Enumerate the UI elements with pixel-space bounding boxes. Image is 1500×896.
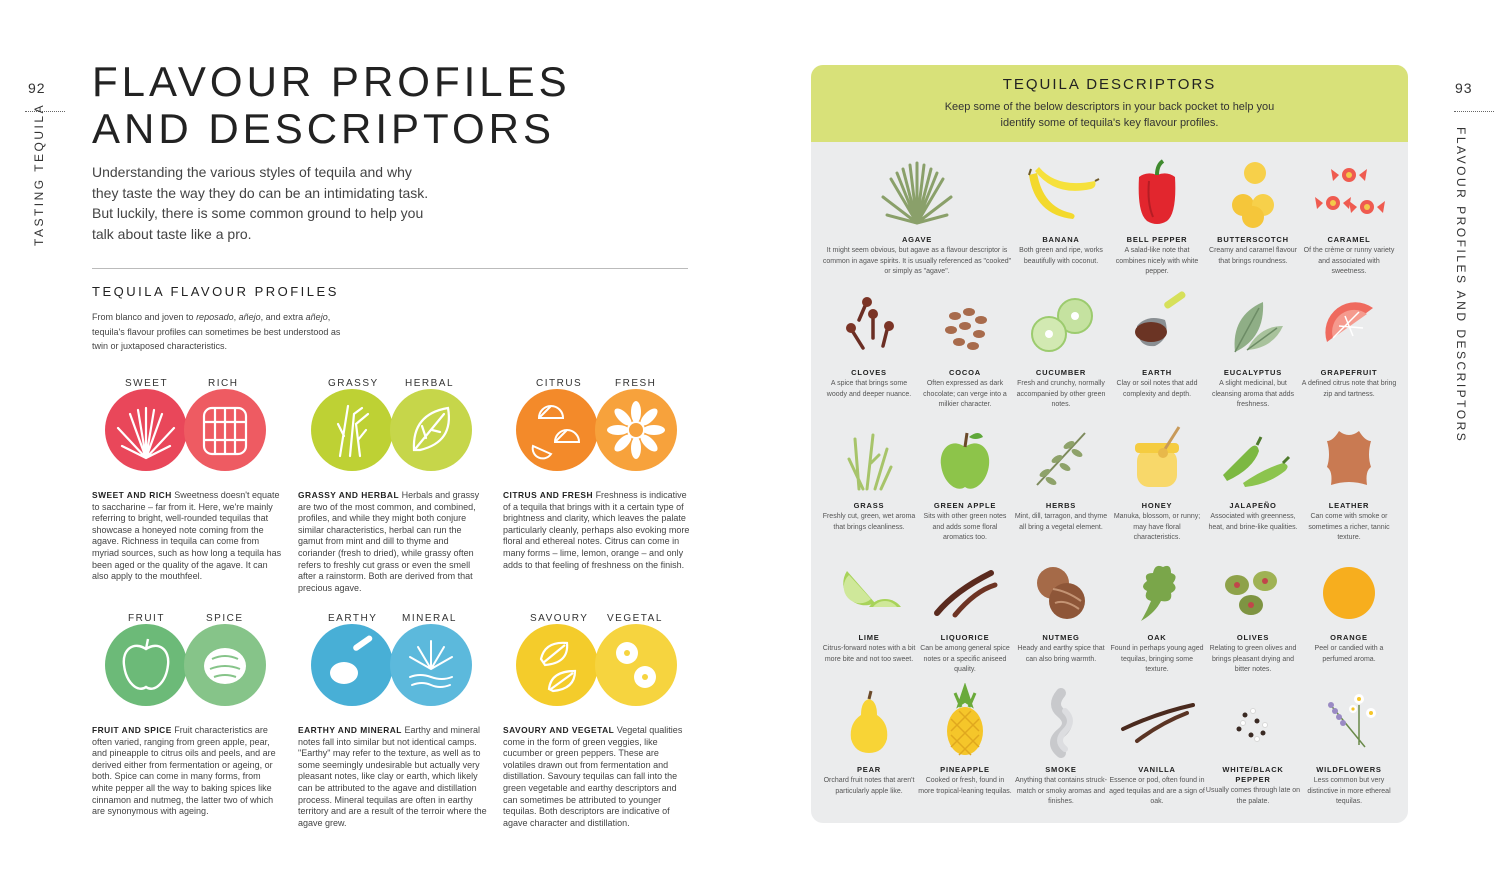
descriptor-text: Essence or pod, often found in aged tequilas and are a sign of oak.	[1109, 777, 1205, 806]
descriptor-text: A slight medicinal, but cleansing aroma that adds freshness.	[1211, 380, 1295, 409]
banana-icon	[1021, 153, 1101, 233]
descriptor-name: EARTH	[1142, 368, 1172, 377]
descriptor-leather	[1301, 419, 1397, 544]
eucalyptus-icon	[1213, 286, 1293, 366]
profile-label-b: HERBAL	[405, 378, 455, 389]
descriptor-name: EUCALYPTUS	[1223, 368, 1283, 377]
descriptor-text: Citrus-forward notes with a bit more bite and not too sweet.	[822, 645, 916, 663]
running-head-left: TASTING TEQUILA	[32, 102, 46, 246]
descriptor-smoke	[1013, 683, 1109, 808]
running-head-right: FLAVOUR PROFILES AND DESCRIPTORS	[1454, 127, 1468, 444]
fruit-spice-icon	[104, 619, 280, 709]
agave-icon	[877, 153, 957, 233]
nutmeg-icon	[1021, 551, 1101, 631]
descriptor-name: CUCUMBER	[1035, 368, 1087, 377]
descriptor-name: BANANA	[1042, 235, 1080, 244]
descriptor-herbs	[1013, 419, 1109, 533]
profile-description: CITRUS AND FRESH Freshness is indicative of a tequila that brings with it a certain type of brightness and clarity, which leaves the palate particularly cleanly, perhaps also evoking more floral and ethereal notes. Citrus can come in many forms – lime, lemon, orange – and only adds to that feeling of freshness on the finish.	[503, 490, 690, 570]
descriptor-green-apple	[917, 419, 1013, 544]
oak-icon	[1117, 551, 1197, 631]
profile-description: GRASSY AND HERBAL Herbals and grassy are two of the most common, and combined, profiles, and while they might both conjure similar characteristics, herbal can run the gamut from mint and dill to thyme and coriander (fresh to dried), while grassy often refers to freshly cut grass or even the smell after a rainstorm. Both are derived from that precious agave.	[298, 490, 480, 593]
grass-icon	[829, 419, 909, 499]
descriptor-grass	[821, 419, 917, 533]
descriptor-oak	[1109, 551, 1205, 676]
descriptor-name: GRAPEFRUIT	[1320, 368, 1378, 377]
profile-pair-graphic	[92, 607, 292, 737]
descriptor-text: Usually comes through late on the palate.	[1205, 787, 1301, 805]
profile-description: FRUIT AND SPICE Fruit characteristics are often varied, ranging from green apple, pear, and pineapple to citrus oils and peels, and are derived either from fermentation or ageing, or both. Spice can come in many forms, from white pepper all the way to baking spices like cinnamon and nutmeg, the latter two of which are synonymous with ageing.	[92, 725, 276, 817]
grapefruit-icon	[1309, 286, 1389, 366]
profile-pair-graphic	[92, 372, 292, 502]
profile-label-b: MINERAL	[402, 613, 457, 624]
herbs-icon	[1021, 419, 1101, 499]
descriptor-name: OAK	[1147, 633, 1167, 642]
descriptor-liquorice	[917, 551, 1013, 676]
profile-pair-graphic	[298, 372, 498, 502]
page-title-line-1: FLAVOUR PROFILES	[92, 58, 571, 105]
descriptor-text: Associated with greenness, heat, and brine-like qualities.	[1208, 513, 1298, 531]
profile-label-a: GRASSY	[328, 378, 379, 389]
grassy-herbal-icon	[310, 384, 486, 474]
descriptor-text: Sits with other green notes and adds some floral aromatics too.	[923, 513, 1007, 542]
descriptor-orange	[1301, 551, 1397, 665]
descriptor-name: LIME	[858, 633, 880, 642]
page-number-rule-right	[1454, 111, 1494, 112]
descriptor-text: Clay or soil notes that add complexity and depth.	[1116, 380, 1198, 398]
descriptor-wildflowers	[1301, 683, 1397, 808]
descriptor-name: HONEY	[1141, 501, 1173, 510]
leather-icon	[1309, 419, 1389, 499]
page-number-right: 93	[1455, 80, 1473, 96]
descriptor-name: CARAMEL	[1327, 235, 1371, 244]
descriptor-text: Heady and earthy spice that can also bring warmth.	[1017, 645, 1105, 663]
descriptor-name: GRASS	[853, 501, 885, 510]
descriptor-nutmeg	[1013, 551, 1109, 665]
descriptor-text: Cooked or fresh, found in more tropical-leaning tequilas.	[918, 777, 1012, 795]
descriptor-text: It might seem obvious, but agave as a flavour descriptor is common in agave spirits. It is usually referenced as "cooked" or simply as "agave".	[822, 247, 1012, 276]
descriptor-pineapple	[917, 683, 1013, 797]
descriptor-text: Freshly cut, green, wet aroma that brings cleanliness.	[822, 513, 916, 531]
profile-description: SAVOURY AND VEGETAL Vegetal qualities come in the form of green veggies, like cucumber or green peppers. These are volatiles drawn out from fermentation and distillation. Savoury tequilas can fall into the green vegetable and earthy descriptors and can sometimes be attributed to younger tequilas. Both descriptors are indicative of agave character and distillation.	[503, 725, 683, 828]
section-divider	[92, 268, 688, 269]
descriptor-name: NUTMEG	[1042, 633, 1080, 642]
profile-label-b: VEGETAL	[607, 613, 663, 624]
page-number-left: 92	[28, 80, 46, 96]
descriptor-text: A spice that brings some woody and deeper nuance.	[826, 380, 912, 398]
profile-label-b: SPICE	[206, 613, 244, 624]
profile-label-a: SAVOURY	[530, 613, 589, 624]
bell-pepper-icon	[1117, 153, 1197, 233]
profile-label-b: RICH	[208, 378, 239, 389]
pepper-icon	[1213, 683, 1293, 763]
descriptor-name: AGAVE	[901, 235, 933, 244]
descriptor-honey	[1109, 419, 1205, 544]
earth-icon	[1117, 286, 1197, 366]
profile-label-a: EARTHY	[328, 613, 378, 624]
descriptor-name: WILDFLOWERS	[1316, 765, 1382, 774]
profile-label-a: FRUIT	[128, 613, 165, 624]
descriptor-name: GREEN APPLE	[933, 501, 997, 510]
descriptors-panel-header	[811, 65, 1408, 142]
descriptor-cloves	[821, 286, 917, 400]
profile-label-b: FRESH	[615, 378, 657, 389]
jalapeno-icon	[1213, 419, 1293, 499]
descriptors-panel-intro: Keep some of the below descriptors in your back pocket to help you identify some of tequila's key flavour profiles.	[944, 101, 1275, 129]
descriptor-lime	[821, 551, 917, 665]
descriptor-name: LEATHER	[1328, 501, 1370, 510]
descriptor-text: Can come with smoke or sometimes a richer, tannic texture.	[1308, 513, 1390, 542]
descriptor-name: VANILLA	[1138, 765, 1176, 774]
page-title-line-2: AND DESCRIPTORS	[92, 105, 555, 152]
descriptor-banana	[1013, 153, 1109, 267]
profile-description: SWEET AND RICH Sweetness doesn't equate to saccharine – far from it. Here, we're mainly referring to bright, well-rounded tequilas that showcase a honeyed note coming from the agave. Richness in tequila can come from myriad sources, such as how long a tequila has been aged or the quality of the agave. It can also apply to the mouthfeel.	[92, 490, 282, 582]
descriptor-name: BELL PEPPER	[1126, 235, 1188, 244]
cucumber-icon	[1021, 286, 1101, 366]
profile-pair-graphic	[503, 607, 703, 737]
pineapple-icon	[925, 683, 1005, 763]
descriptor-text: Peel or candied with a perfumed aroma.	[1314, 645, 1384, 663]
descriptor-text: A salad-like note that combines nicely with white pepper.	[1115, 247, 1199, 276]
savoury-vegetal-icon	[515, 619, 691, 709]
profile-description: EARTHY AND MINERAL Earthy and mineral notes fall into similar but not identical camps. "Earthy" may refer to the texture, as well as to some seemingly undesirable but actually very pleasant notes, like clay or earth, which likely can be attributed to the agave and distillation process. Mineral tequilas are often in earthy territory and are a result of the terroir where the agave grew.	[298, 725, 487, 828]
descriptor-name: PINEAPPLE	[940, 765, 990, 774]
descriptor-bell-pepper	[1109, 153, 1205, 278]
earthy-mineral-icon	[310, 619, 486, 709]
descriptor-text: Creamy and caramel flavour that brings roundness.	[1209, 247, 1297, 265]
descriptor-text: Found in perhaps young aged tequilas, bringing some texture.	[1110, 645, 1204, 674]
descriptor-name: PEAR	[856, 765, 882, 774]
wildflowers-icon	[1309, 683, 1389, 763]
liquorice-icon	[925, 551, 1005, 631]
profile-pair-graphic	[298, 607, 498, 737]
descriptor-text: Mint, dill, tarragon, and thyme all bring a vegetal element.	[1014, 513, 1108, 531]
descriptor-text: Relating to green olives and brings pleasant drying and bitter notes.	[1209, 645, 1297, 674]
cocoa-icon	[925, 286, 1005, 366]
pear-icon	[829, 683, 909, 763]
profile-label-a: CITRUS	[536, 378, 583, 389]
profile-pair-graphic	[503, 372, 703, 502]
smoke-icon	[1021, 683, 1101, 763]
descriptor-name: WHITE/BLACK PEPPER	[1222, 765, 1284, 784]
caramel-icon	[1309, 153, 1389, 233]
descriptor-text: Of the crème or runny variety and associated with sweetness.	[1303, 247, 1395, 276]
profile-label-a: SWEET	[125, 378, 169, 389]
descriptor-text: Both green and ripe, works beautifully with coconut.	[1019, 247, 1103, 265]
descriptor-text: Often expressed as dark chocolate; can verge into a milkier character.	[923, 380, 1007, 409]
descriptor-name: LIQUORICE	[940, 633, 990, 642]
descriptor-name: ORANGE	[1330, 633, 1368, 642]
descriptor-text: Manuka, blossom, or runny; may have floral characteristics.	[1113, 513, 1201, 542]
descriptor-agave	[822, 153, 1012, 278]
descriptors-panel	[811, 65, 1408, 823]
descriptor-text: Less common but very distinctive in more ethereal tequilas.	[1307, 777, 1391, 806]
descriptor-text: Fresh and crunchy, normally accompanied by other green notes.	[1016, 380, 1106, 409]
descriptor-text: A defined citrus note that bring zip and tartness.	[1301, 380, 1397, 398]
descriptor-name: HERBS	[1045, 501, 1077, 510]
descriptor-caramel	[1301, 153, 1397, 278]
citrus-fresh-icon	[515, 384, 691, 474]
lime-icon	[829, 551, 909, 631]
descriptor-grapefruit	[1301, 286, 1397, 400]
page-title	[92, 58, 571, 152]
descriptor-name: COCOA	[949, 368, 981, 377]
descriptor-text: Anything that contains struck-match or smoky aromas and finishes.	[1015, 777, 1107, 806]
descriptor-olives	[1205, 551, 1301, 676]
olives-icon	[1213, 551, 1293, 631]
descriptor-butterscotch	[1205, 153, 1301, 267]
descriptor-name: SMOKE	[1045, 765, 1077, 774]
cloves-icon	[829, 286, 909, 366]
descriptor-name: BUTTERSCOTCH	[1217, 235, 1289, 244]
descriptor-eucalyptus	[1205, 286, 1301, 411]
vanilla-icon	[1117, 683, 1197, 763]
orange-icon	[1309, 551, 1389, 631]
descriptor-text: Orchard fruit notes that aren't particularly apple like.	[823, 777, 915, 795]
green-apple-icon	[925, 419, 1005, 499]
descriptor-text: Can be among general spice notes or a specific aniseed quality.	[920, 645, 1010, 674]
descriptor-cocoa	[917, 286, 1013, 411]
descriptor-pear	[821, 683, 917, 797]
profiles-section-intro: From blanco and joven to reposado, añejo, and extra añejo, tequila's flavour profiles can sometimes be best understood as twin or juxtaposed characteristics.	[92, 312, 341, 351]
descriptor-name: OLIVES	[1236, 633, 1270, 642]
intro-paragraph: Understanding the various styles of tequila and why they taste the way they do can be an intimidating task. But luckily, there is some common ground to help you talk about taste like a pro.	[92, 164, 429, 242]
descriptor-pepper	[1205, 683, 1301, 807]
descriptor-cucumber	[1013, 286, 1109, 411]
descriptor-name: JALAPEÑO	[1229, 501, 1277, 510]
descriptor-name: CLOVES	[851, 368, 887, 377]
sweet-rich-icon	[104, 384, 280, 474]
descriptors-panel-title: TEQUILA DESCRIPTORS	[1002, 76, 1217, 93]
descriptor-earth	[1109, 286, 1205, 400]
descriptor-jalapeno	[1205, 419, 1301, 533]
honey-icon	[1117, 419, 1197, 499]
descriptor-vanilla	[1109, 683, 1205, 808]
profiles-section-title: TEQUILA FLAVOUR PROFILES	[92, 284, 339, 299]
butterscotch-icon	[1213, 153, 1293, 233]
